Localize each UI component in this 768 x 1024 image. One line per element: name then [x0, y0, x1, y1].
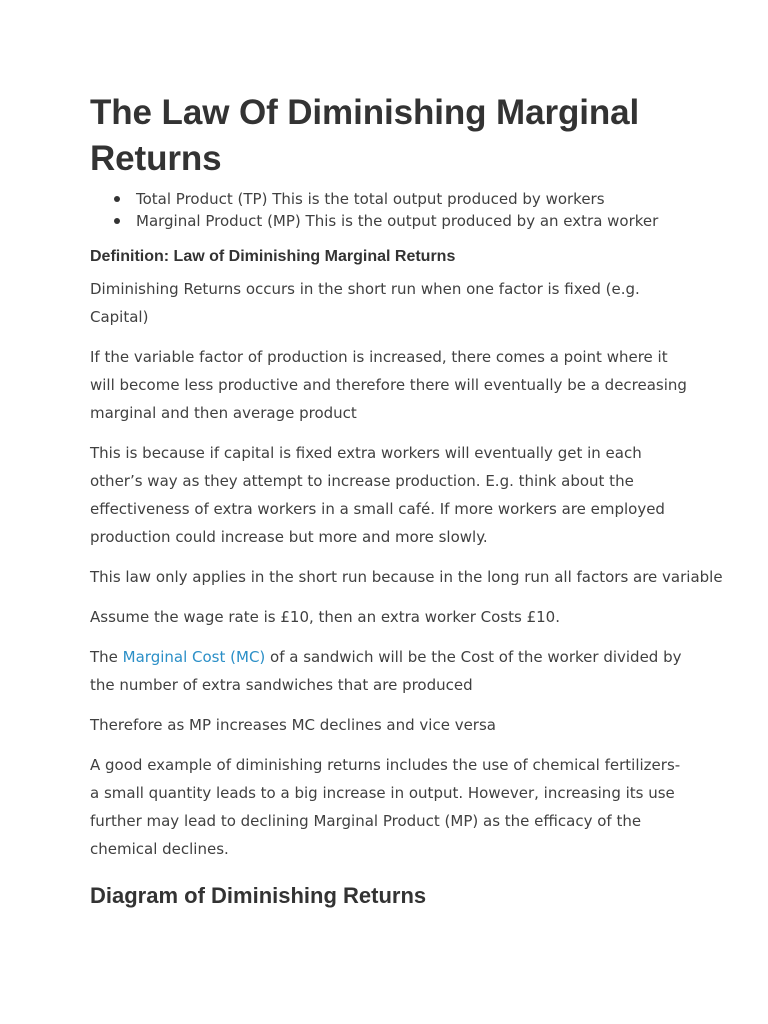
list-item	[90, 188, 690, 210]
paragraph: Assume the wage rate is £10, then an extra worker Costs £10.	[90, 608, 560, 626]
list-item-text: Total Product (TP) This is the total output produced by workers	[136, 190, 605, 208]
paragraph-text: The	[90, 648, 123, 666]
diagram-heading: Diagram of Diminishing Returns	[90, 883, 427, 908]
marginal-cost-link[interactable]: Marginal Cost (MC)	[122, 648, 266, 666]
list-item	[90, 210, 690, 232]
page-title: The Law Of Diminishing Marginal Returns	[90, 93, 640, 178]
bullet-icon	[114, 196, 120, 202]
list-item-text: Marginal Product (MP) This is the output produced by an extra worker	[136, 212, 659, 230]
paragraph: This is because if capital is fixed extra workers will eventually get in each other’s way as they attempt to increase production. E.g. think about the effectiveness of extra workers in a small café. If more workers are employed production could increase but more and more slowly.	[90, 444, 665, 546]
marginal-cost-paragraph	[90, 643, 690, 699]
definition-heading: Definition: Law of Diminishing Marginal Returns	[90, 248, 456, 265]
article	[90, 90, 723, 911]
paragraph: If the variable factor of production is increased, there comes a point where it will become less productive and therefore there will eventually be a decreasing marginal and then average product	[90, 348, 687, 422]
paragraph: Therefore as MP increases MC declines and vice versa	[90, 716, 496, 734]
paragraph: Diminishing Returns occurs in the short run when one factor is fixed (e.g. Capital)	[90, 280, 640, 326]
bullet-icon	[114, 218, 120, 224]
paragraph: A good example of diminishing returns includes the use of chemical fertilizers- a small quantity leads to a big increase in output. However, increasing its use further may lead to declining Marginal Product (MP) as the efficacy of the chemical declines.	[90, 756, 681, 858]
definitions-list	[90, 188, 690, 232]
paragraph: This law only applies in the short run because in the long run all factors are variable	[90, 568, 723, 586]
paragraph-text: of a sandwich will be the Cost of the worker divided by the number of extra sandwiches that are produced	[90, 648, 682, 694]
